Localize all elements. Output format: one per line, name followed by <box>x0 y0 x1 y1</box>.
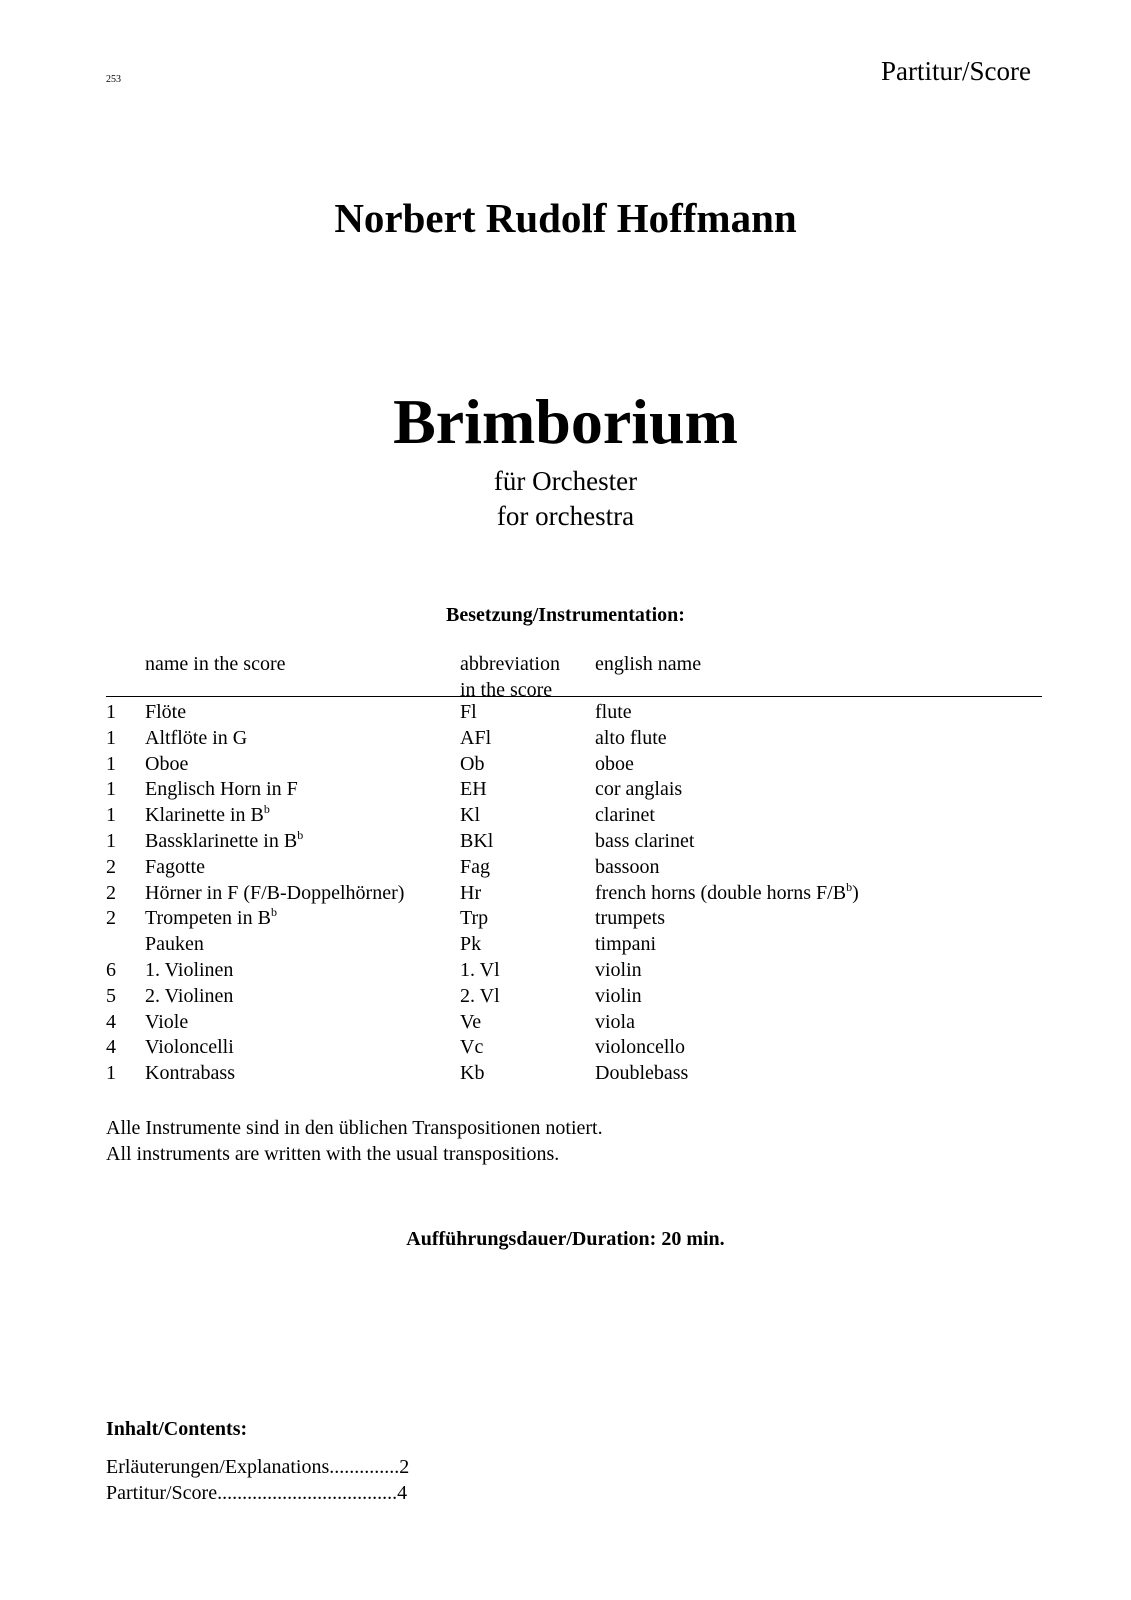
instrument-name-text: Hörner in F (F/B-Doppelhörner) <box>145 881 405 904</box>
instrument-count: 6 <box>106 958 116 981</box>
table-row <box>106 726 1046 752</box>
instrument-name <box>145 1035 234 1061</box>
subtitle-english: for orchestra <box>496 501 635 531</box>
page-number: 253 <box>106 74 121 85</box>
instrument-count: 2 <box>106 855 116 878</box>
instrument-name <box>145 958 233 984</box>
instrument-english-text: oboe <box>595 752 634 775</box>
instrument-abbreviation: Hr <box>460 881 482 904</box>
header-divider <box>106 696 1042 697</box>
table-row <box>106 1061 1046 1087</box>
table-row <box>106 958 1046 984</box>
instrument-abbreviation: EH <box>460 778 487 801</box>
instrument-name-text: Oboe <box>145 752 189 775</box>
instrument-english-text: bassoon <box>595 855 660 878</box>
instrument-name-text: 2. Violinen <box>145 984 234 1007</box>
instrument-english-text: french horns (double horns F/B <box>595 881 847 904</box>
instrument-name-text: Fagotte <box>145 855 205 878</box>
toc-item-score: Partitur/Score....................................4 <box>106 1482 408 1504</box>
instrument-abbreviation: Kl <box>460 804 480 827</box>
instrument-english-name <box>595 984 642 1010</box>
instrument-name-text: Bassklarinette in B <box>145 829 298 852</box>
instrument-abbreviation: Fag <box>460 855 490 878</box>
instrument-name <box>145 906 277 932</box>
transposition-note-german: Alle Instrumente sind in den üblichen Transpositionen notiert. <box>106 1117 603 1139</box>
instrumentation-heading: Besetzung/Instrumentation: <box>446 604 685 626</box>
table-row <box>106 1010 1046 1036</box>
instrument-name-text: Pauken <box>145 933 204 956</box>
instrument-english-text: trumpets <box>595 907 665 930</box>
instrument-abbreviation: Ob <box>460 752 485 775</box>
table-row <box>106 700 1046 726</box>
instrument-table <box>106 700 1046 1087</box>
subtitle-german: für Orchester <box>493 466 638 496</box>
instrument-count: 1 <box>106 778 116 801</box>
instrument-abbreviation: 2. Vl <box>460 984 500 1007</box>
instrument-name <box>145 932 204 958</box>
instrument-english-name <box>595 881 859 907</box>
instrument-count: 1 <box>106 1062 116 1085</box>
instrument-english-text: alto flute <box>595 726 667 749</box>
instrument-english-name <box>595 700 632 726</box>
instrument-name-text: Altflöte in G <box>145 726 248 749</box>
instrument-name <box>145 881 404 907</box>
table-row <box>106 752 1046 778</box>
table-row <box>106 803 1046 829</box>
work-title: Brimborium <box>393 386 738 457</box>
composer-name: Norbert Rudolf Hoffmann <box>334 195 797 241</box>
instrument-english-name <box>595 1061 688 1087</box>
instrument-name-text: Englisch Horn in F <box>145 778 298 801</box>
flat-superscript: b <box>846 879 853 894</box>
instrument-english-name <box>595 1035 685 1061</box>
table-row <box>106 829 1046 855</box>
instrument-english-text: violin <box>595 984 642 1007</box>
instrument-name-text: Trompeten in B <box>145 907 271 930</box>
instrument-abbreviation: BKl <box>460 829 494 852</box>
instrument-name <box>145 777 298 803</box>
instrument-name-text: Klarinette in B <box>145 804 264 827</box>
instrument-abbreviation: Vc <box>460 1036 484 1059</box>
instrument-english-text: clarinet <box>595 804 655 827</box>
toc-item-explanations: Erläuterungen/Explanations..............2 <box>106 1456 410 1478</box>
instrument-name-text: Flöte <box>145 701 187 723</box>
table-row <box>106 932 1046 958</box>
instrument-english-tail: ) <box>852 881 859 904</box>
table-row <box>106 855 1046 881</box>
instrument-name <box>145 752 188 778</box>
instrument-name <box>145 700 186 726</box>
flat-superscript: b <box>263 802 270 817</box>
instrument-name-text: Viole <box>145 1010 189 1033</box>
instrument-english-name <box>595 829 694 855</box>
instrument-name <box>145 1061 235 1087</box>
instrument-name <box>145 984 233 1010</box>
flat-superscript: b <box>297 827 304 842</box>
contents-heading: Inhalt/Contents: <box>106 1418 248 1440</box>
performance-duration: Aufführungsdauer/Duration: 20 min. <box>406 1228 725 1250</box>
table-row <box>106 881 1046 907</box>
instrument-english-name <box>595 906 665 932</box>
instrument-count: 1 <box>106 804 116 827</box>
table-row <box>106 984 1046 1010</box>
instrument-abbreviation: Ve <box>460 1010 482 1033</box>
instrument-count: 5 <box>106 984 116 1007</box>
instrument-name <box>145 855 205 881</box>
transposition-note-english: All instruments are written with the usual transpositions. <box>106 1143 560 1165</box>
instrument-name <box>145 829 303 855</box>
instrument-english-text: bass clarinet <box>595 829 695 852</box>
instrument-name-text: Kontrabass <box>145 1062 235 1085</box>
instrument-english-name <box>595 777 682 803</box>
instrument-count: 2 <box>106 907 116 930</box>
instrument-english-text: cor anglais <box>595 778 683 801</box>
instrument-english-name <box>595 932 656 958</box>
column-header-english: english name <box>595 653 702 675</box>
instrument-english-text: violoncello <box>595 1036 685 1059</box>
instrument-count: 4 <box>106 1036 116 1059</box>
instrument-count: 2 <box>106 881 116 904</box>
instrument-count: 1 <box>106 829 116 852</box>
instrument-name-text: 1. Violinen <box>145 958 234 981</box>
instrument-abbreviation: Trp <box>460 907 489 930</box>
instrument-english-name <box>595 726 667 752</box>
instrument-english-text: Doublebass <box>595 1062 689 1085</box>
instrument-abbreviation: Kb <box>460 1062 485 1085</box>
table-row <box>106 1035 1046 1061</box>
column-header-abbreviation-line2: in the score <box>460 679 553 701</box>
instrument-english-text: flute <box>595 701 632 723</box>
instrument-english-text: viola <box>595 1010 635 1033</box>
document-label: Partitur/Score <box>881 56 1031 86</box>
instrument-abbreviation: AFl <box>460 726 492 749</box>
instrument-abbreviation: Pk <box>460 933 482 956</box>
instrument-count: 1 <box>106 701 116 723</box>
instrument-name <box>145 726 247 752</box>
instrument-english-name <box>595 855 659 881</box>
instrument-name-text: Violoncelli <box>145 1036 234 1059</box>
column-header-name: name in the score <box>145 653 286 675</box>
instrument-name <box>145 1010 188 1036</box>
instrument-english-text: timpani <box>595 933 657 956</box>
instrument-english-name <box>595 1010 635 1036</box>
instrument-english-name <box>595 803 655 829</box>
instrument-abbreviation: 1. Vl <box>460 958 500 981</box>
instrument-count: 1 <box>106 726 116 749</box>
table-row <box>106 906 1046 932</box>
table-row <box>106 777 1046 803</box>
instrument-count: 1 <box>106 752 116 775</box>
flat-superscript: b <box>270 905 277 920</box>
column-header-abbreviation-line1: abbreviation <box>460 653 560 675</box>
instrument-count: 4 <box>106 1010 116 1033</box>
instrument-english-text: violin <box>595 958 642 981</box>
instrument-abbreviation: Fl <box>460 701 477 723</box>
instrument-name <box>145 803 270 829</box>
instrument-english-name <box>595 752 634 778</box>
instrument-english-name <box>595 958 642 984</box>
